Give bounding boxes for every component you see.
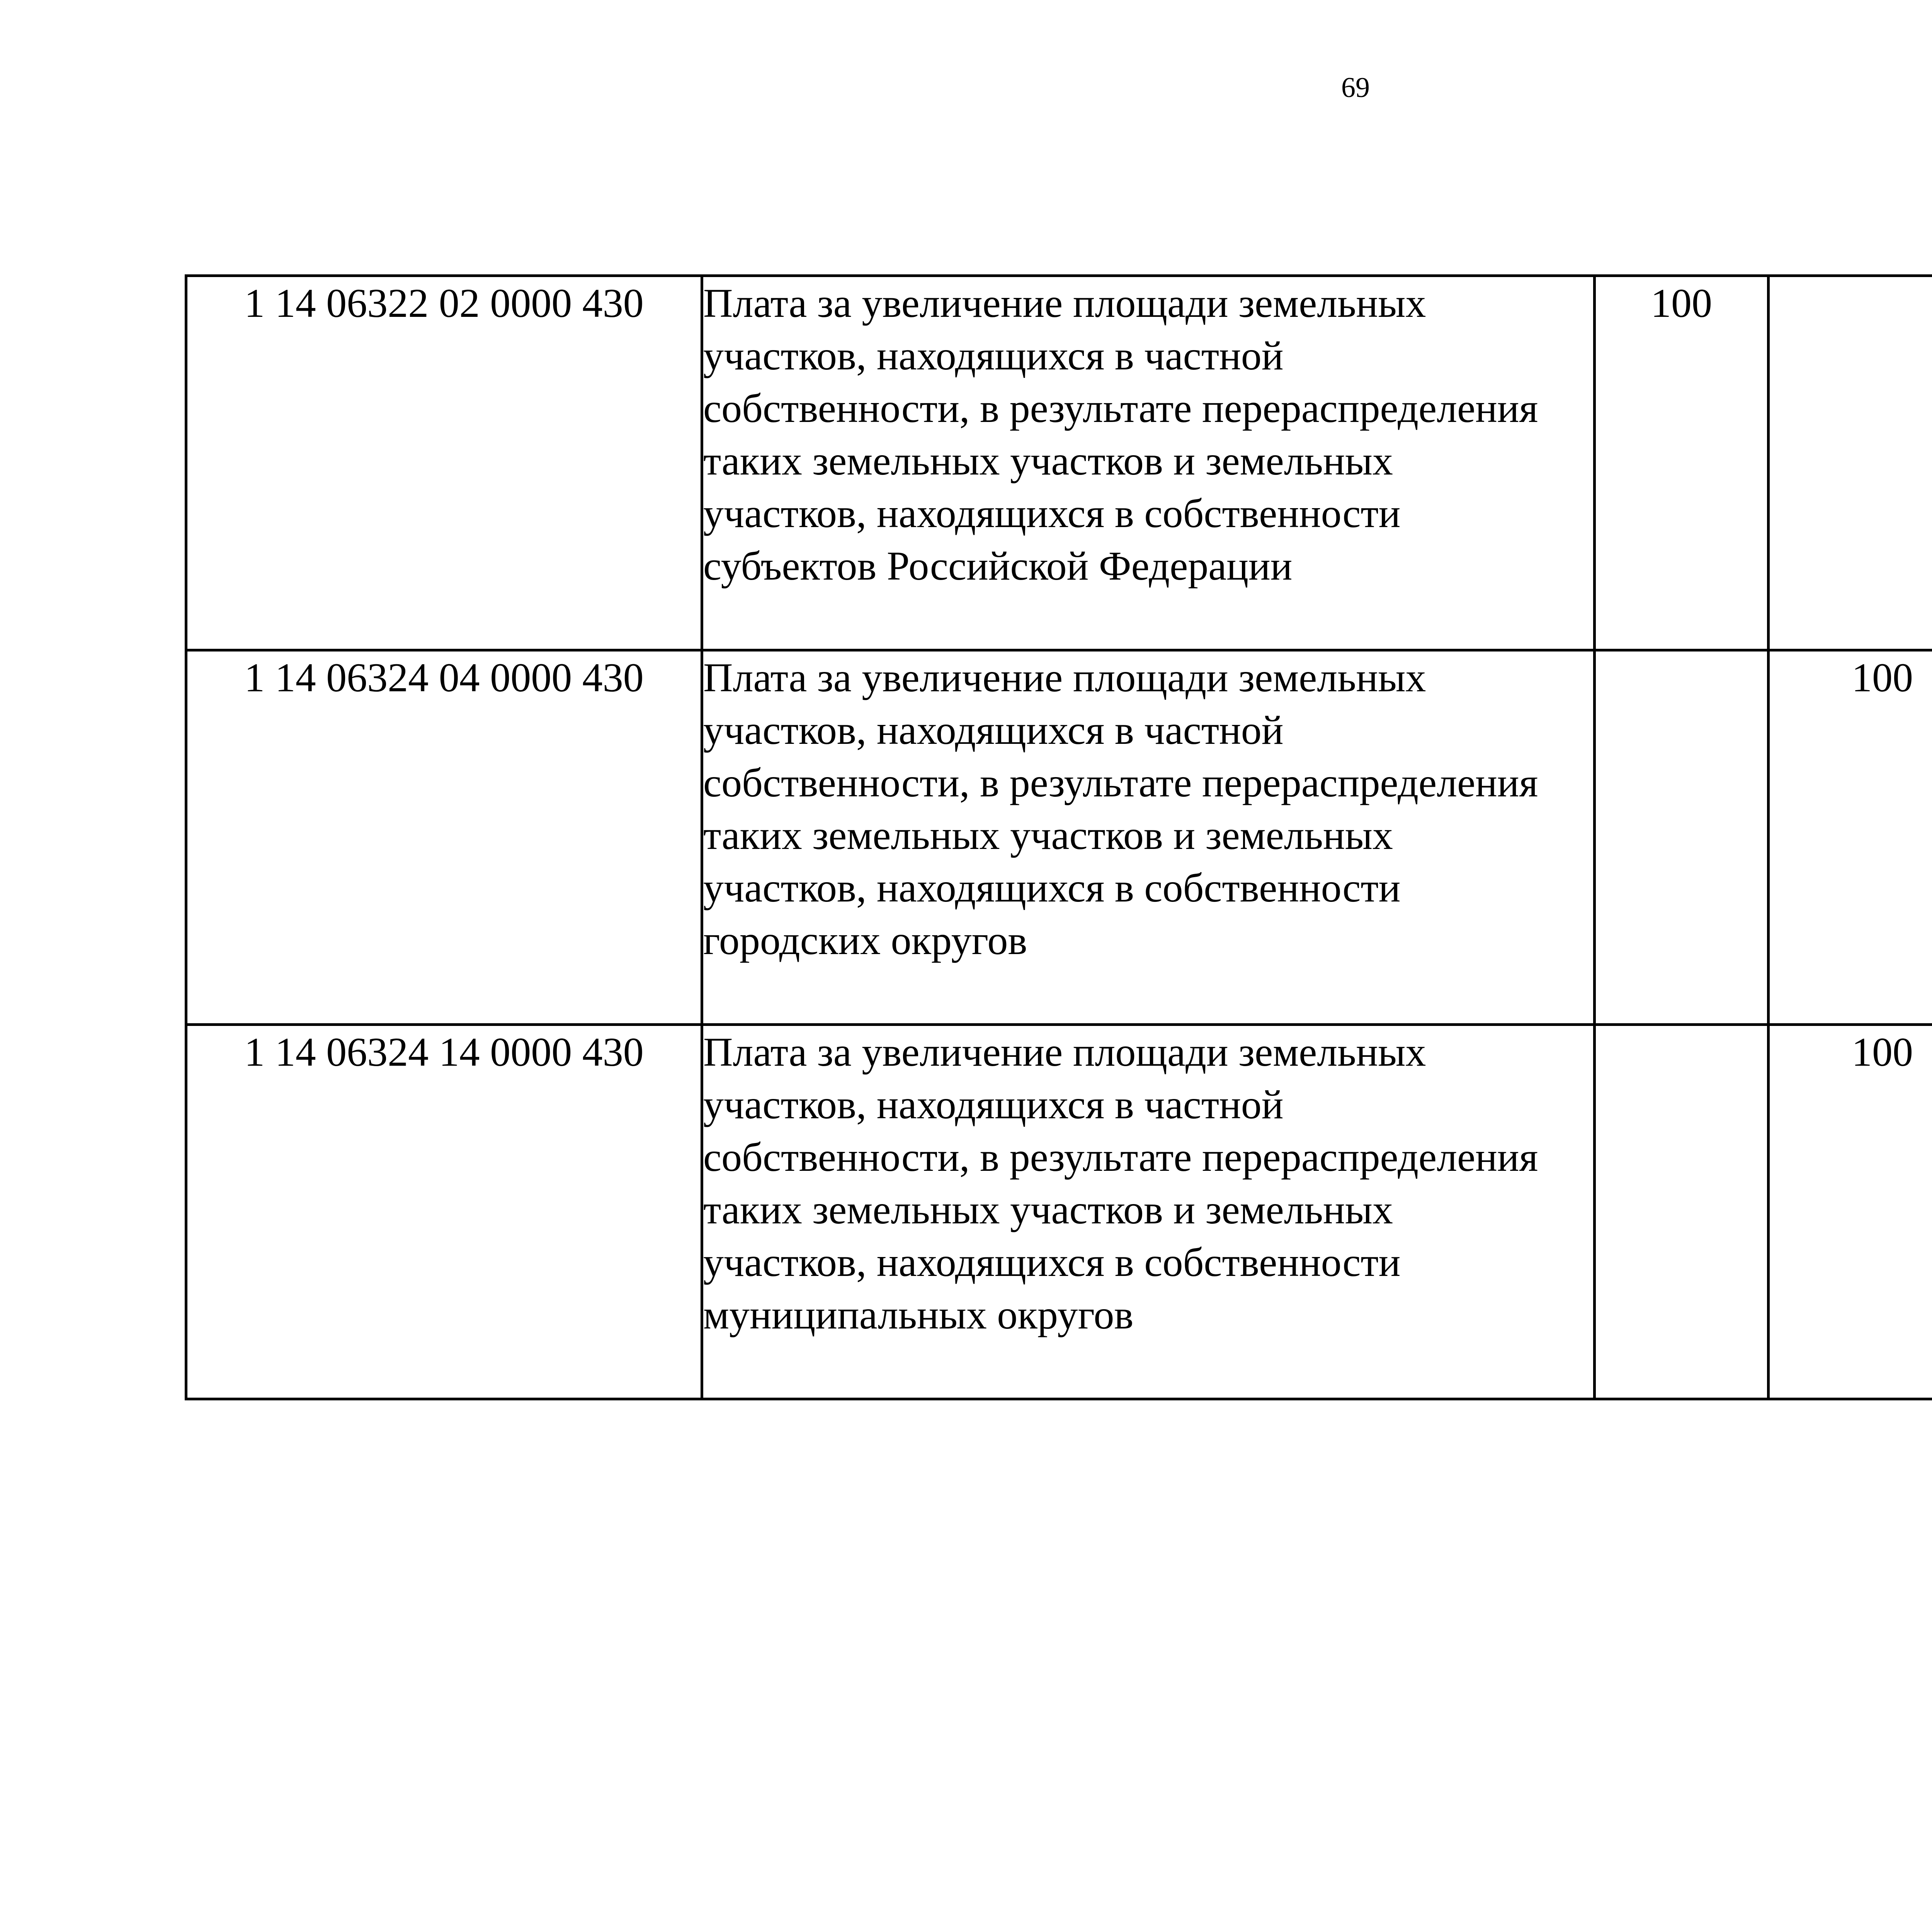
percent-cell-col3	[1595, 1025, 1769, 1399]
description-text: Плата за увеличение площади земельных участков, находящихся в частной собственности, в результате перераспределения таких земельных участков и земельных участков, находящихся в собственности субъектов Российской Федерации	[703, 281, 1538, 589]
budget-code-cell: 1 14 06322 02 0000 430	[186, 276, 702, 650]
description-text: Плата за увеличение площади земельных участков, находящихся в частной собственности, в результате перераспределения таких земельных участков и земельных участков, находящихся в собственности муниципальных округов	[703, 1029, 1538, 1337]
page-number: 69	[1341, 72, 1370, 104]
table-row	[186, 650, 1932, 1025]
percent-cell-col3	[1595, 650, 1769, 1025]
description-cell	[702, 650, 1595, 1025]
table-row	[186, 1025, 1932, 1399]
table-row	[186, 276, 1932, 650]
percent-cell-col4: 100	[1769, 1025, 1932, 1399]
budget-code-cell: 1 14 06324 14 0000 430	[186, 1025, 702, 1399]
description-text: Плата за увеличение площади земельных участков, находящихся в частной собственности, в результате перераспределения таких земельных участков и земельных участков, находящихся в собственности городских округов	[703, 655, 1538, 963]
revenue-distribution-table	[185, 274, 1932, 1400]
description-cell	[702, 276, 1595, 650]
budget-code-cell: 1 14 06324 04 0000 430	[186, 650, 702, 1025]
percent-cell-col4: 100	[1769, 650, 1932, 1025]
description-cell	[702, 1025, 1595, 1399]
percent-cell-col4	[1769, 276, 1932, 650]
percent-cell-col3: 100	[1595, 276, 1769, 650]
